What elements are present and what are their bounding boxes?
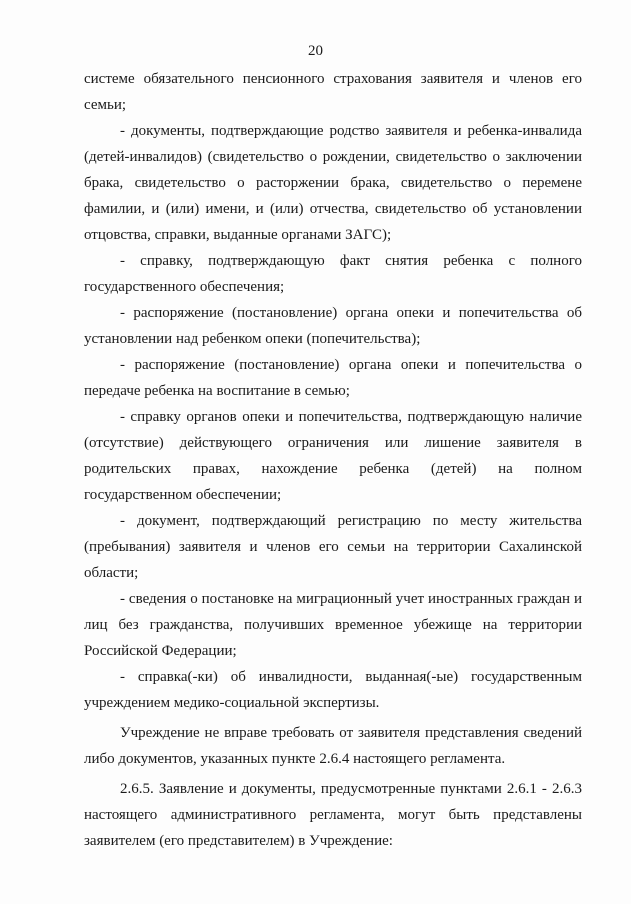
list-item-disability-certificate: - справка(-ки) об инвалидности, выданная(-ые) государственным учреждением медико-социальной экспертизы. — [84, 669, 582, 711]
list-item-kinship-documents: - документы, подтверждающие родство заявителя и ребенка-инвалида (детей-инвалидов) (свидетельство о рождении, свидетельство о заключении брака, свидетельство о расторжении брака, свидетельство о перемене фамилии, и (или) имени, и (или) отчества, свидетельство об установлении отцовства, справки, выданные органами ЗАГС); — [84, 123, 582, 243]
paragraph-continuation: системе обязательного пенсионного страхования заявителя и членов его семьи; — [84, 71, 582, 113]
list-item-foster-order: - распоряжение (постановление) органа опеки и попечительства о передаче ребенка на воспитание в семью; — [84, 357, 582, 399]
list-item-registration-document: - документ, подтверждающий регистрацию по месту жительства (пребывания) заявителя и членов его семьи на территории Сахалинской области; — [84, 513, 582, 581]
list-item-parental-rights-certificate: - справку органов опеки и попечительства, подтверждающую наличие (отсутствие) действующего ограничения или лишение заявителя в родительских правах, нахождение ребенка (детей) на полном государственном обеспечении; — [84, 409, 582, 503]
document-body — [84, 66, 582, 854]
list-item-guardianship-order: - распоряжение (постановление) органа опеки и попечительства об установлении над ребенком опеки (попечительства); — [84, 305, 582, 347]
paragraph-2-6-5: 2.6.5. Заявление и документы, предусмотренные пунктами 2.6.1 - 2.6.3 настоящего административного регламента, могут быть представлены заявителем (его представителем) в Учреждение: — [84, 781, 582, 849]
page-number: 20 — [308, 43, 323, 59]
paragraph-restriction: Учреждение не вправе требовать от заявителя представления сведений либо документов, указанных пункте 2.6.4 настоящего регламента. — [84, 725, 582, 767]
list-item-state-support-certificate: - справку, подтверждающую факт снятия ребенка с полного государственного обеспечения; — [84, 253, 582, 295]
list-item-migration-record: - сведения о постановке на миграционный учет иностранных граждан и лиц без гражданства, получивших временное убежище на территории Российской Федерации; — [84, 591, 582, 659]
